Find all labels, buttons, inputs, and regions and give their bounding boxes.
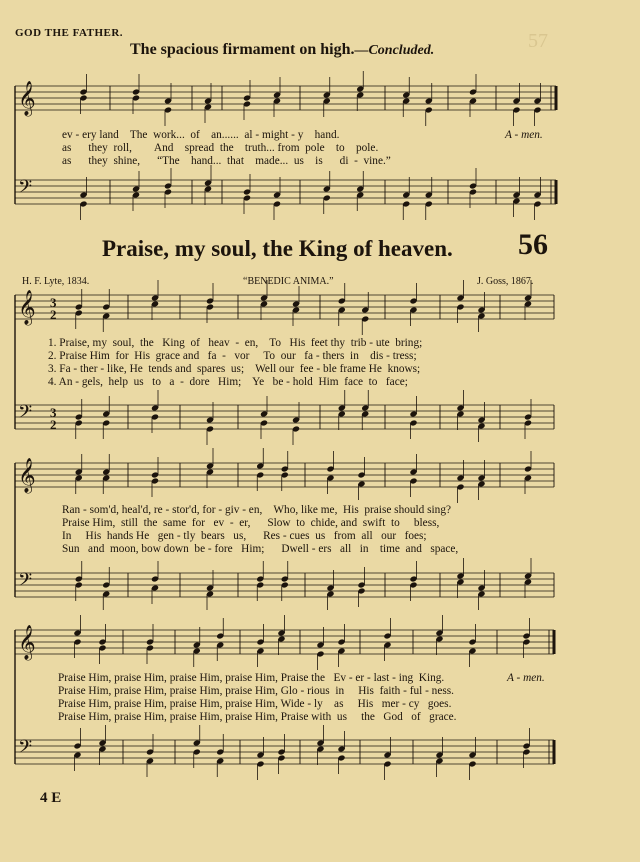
verse-line-1-1: 1. Praise, my soul, the King of heav - en, To His feet thy trib - ute bring; <box>48 337 423 349</box>
system-3-bass-clef-icon: 𝄢 <box>18 737 33 762</box>
verse-line-2-1: Ran - som'd, heal'd, re - stor'd, for - giv - en, Who, like me, His praise should sing? <box>62 504 451 516</box>
verse-line-1-4: 4. An - gels, help us to a - dore Him; Ye be - hold Him face to face; <box>48 376 408 388</box>
previous-hymn-title-text: The spacious firmament on high. <box>130 41 355 58</box>
hymn-composer: J. Goss, 1867. <box>477 276 534 287</box>
previous-hymn-title <box>130 41 434 59</box>
prev-lyric-line-2: as they roll, And spread the truth... from pole to pole. <box>62 142 379 154</box>
concluded-label: —Concluded. <box>354 43 435 58</box>
footer-signature-mark: 4 E <box>40 790 62 806</box>
prev-system-treble-clef-icon: 𝄞 <box>18 81 36 116</box>
prev-system-bass-clef-icon: 𝄢 <box>18 177 33 202</box>
hymn-author: H. F. Lyte, 1834. <box>22 276 90 287</box>
hymn-amen: A - men. <box>507 672 545 684</box>
verse-line-2-3: In His hands He gen - tly bears us, Res - cues us from all our foes; <box>62 530 427 542</box>
time-signature-icon: 2 <box>50 417 57 432</box>
verse-line-2-2: Praise Him, still the same for ev - er, Slow to chide, and swift to bless, <box>62 517 440 529</box>
verse-line-3-1: Praise Him, praise Him, praise Him, praise Him, Praise the Ev - er - last - ing King. <box>58 672 445 684</box>
system-1-treble-clef-icon: 𝄞 <box>18 290 36 325</box>
verse-line-1-2: 2. Praise Him for His grace and fa - vor To our fa - thers in dis - tress; <box>48 350 417 362</box>
verse-line-3-2: Praise Him, praise Him, praise Him, praise Him, Glo - rious in His faith - ful - ness. <box>58 685 454 697</box>
prev-lyric-line-1: ev - ery land The work... of an...... al - might - y hand. <box>62 129 340 141</box>
hymn-title: Praise, my soul, the King of heaven. <box>102 236 453 261</box>
time-signature-icon: 2 <box>50 307 57 322</box>
system-3-treble-clef-icon: 𝄞 <box>18 625 36 660</box>
prev-amen: A - men. <box>505 129 543 141</box>
hymn-tune: “BENEDIC ANIMA.” <box>243 276 334 287</box>
verse-line-1-3: 3. Fa - ther - like, He tends and spares us; Well our fee - ble frame He knows; <box>48 363 421 375</box>
prev-lyric-line-3: as they shine, “The hand... that made... us is di - vine.” <box>62 155 391 167</box>
hymn-number: 56 <box>518 228 548 261</box>
system-2-treble-clef-icon: 𝄞 <box>18 458 36 493</box>
faint-page-number: 57 <box>528 30 548 52</box>
running-head: GOD THE FATHER. <box>15 27 124 39</box>
verse-line-3-4: Praise Him, praise Him, praise Him, praise Him, Praise with us the God of grace. <box>58 711 457 723</box>
system-1-bass-clef-icon: 𝄢 <box>18 402 33 427</box>
time-signature-icon: 3 <box>50 295 57 310</box>
verse-line-3-3: Praise Him, praise Him, praise Him, praise Him, Wide - ly as His mer - cy goes. <box>58 698 452 710</box>
time-signature-icon: 3 <box>50 405 57 420</box>
system-2-bass-clef-icon: 𝄢 <box>18 570 33 595</box>
verse-line-2-4: Sun and moon, bow down be - fore Him; Dwell - ers all in time and space, <box>62 543 459 555</box>
